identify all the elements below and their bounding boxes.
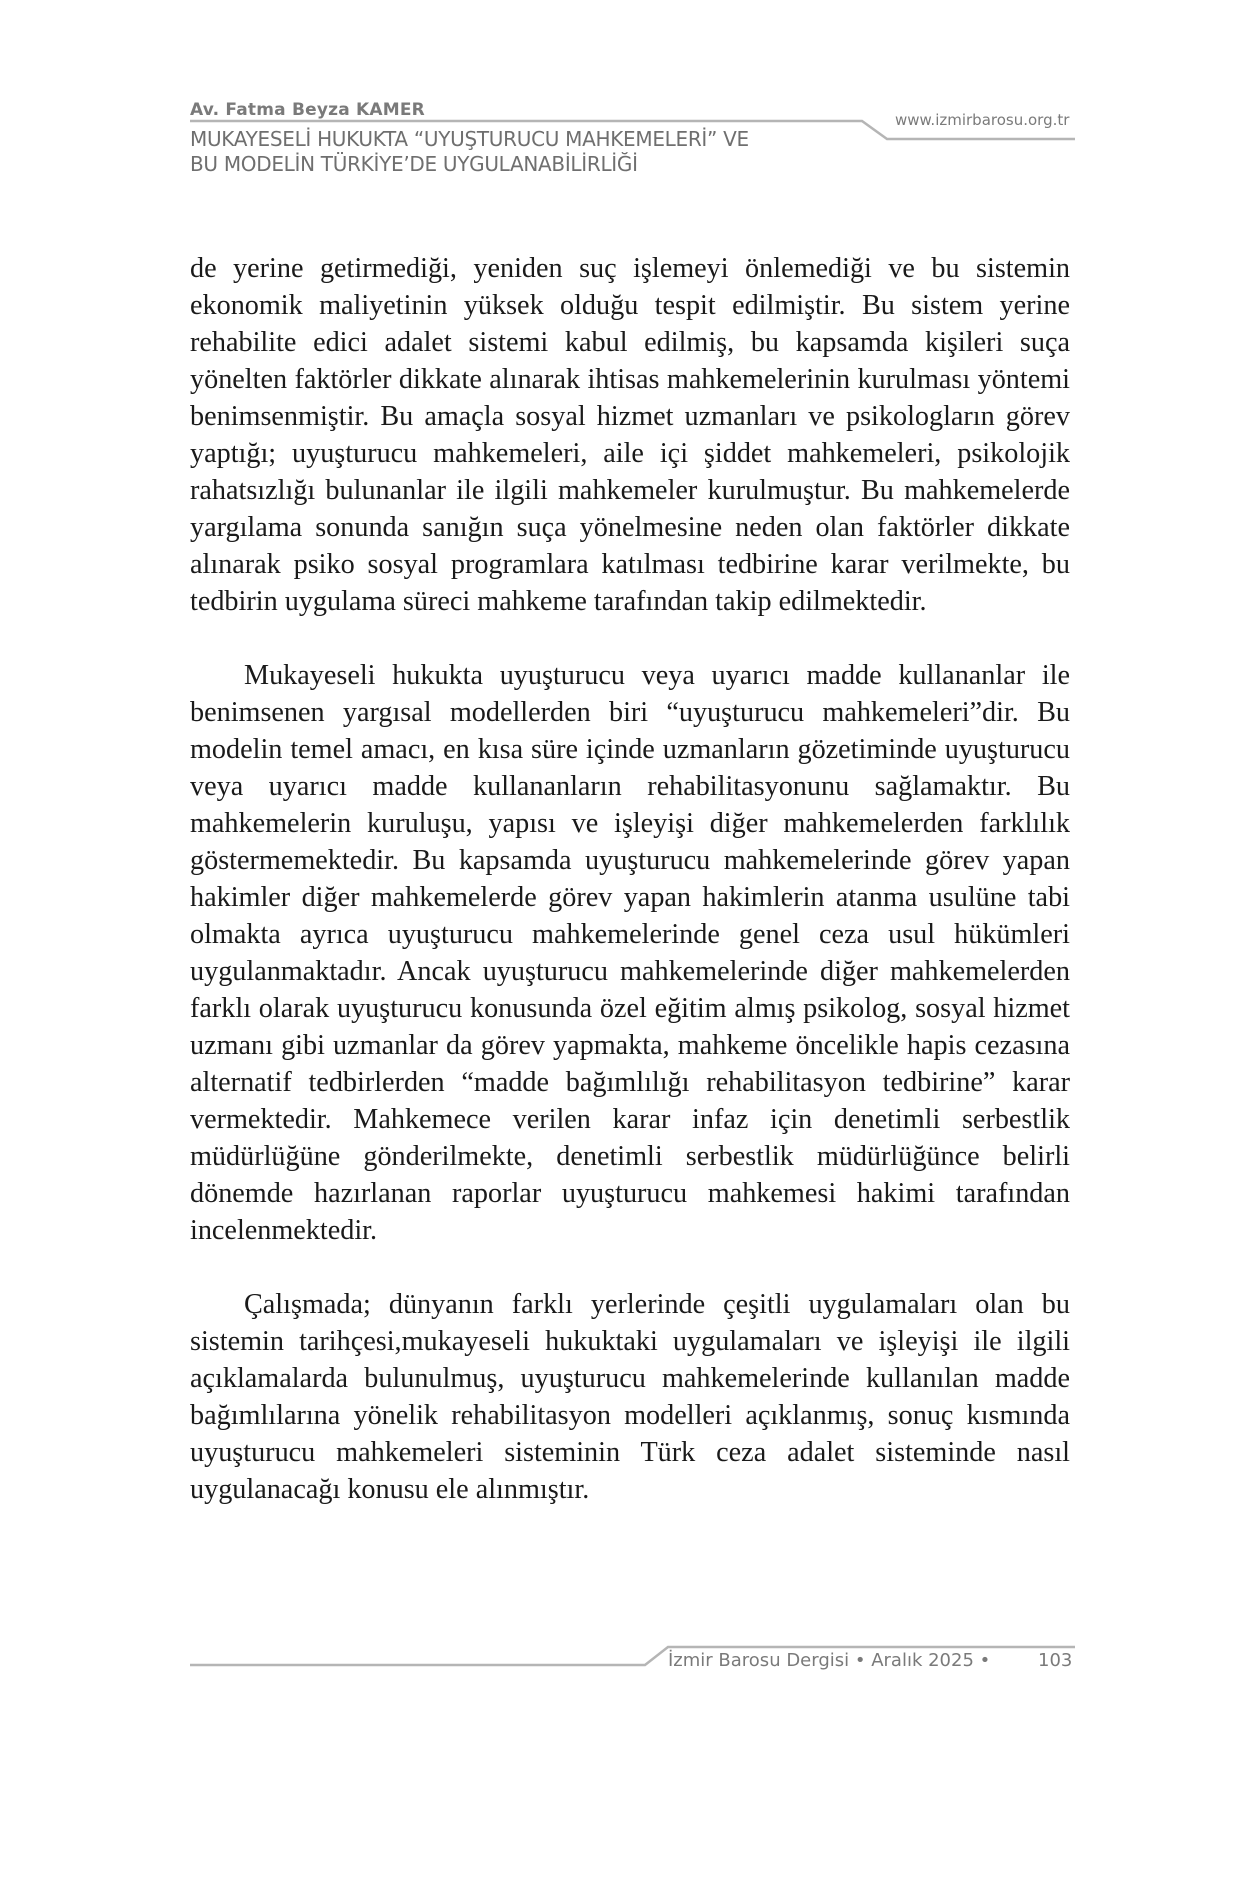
article-title [190,127,749,177]
website-link[interactable]: www.izmirbarosu.org.tr [895,111,1070,129]
paragraph: Mukayeseli hukukta uyuşturucu veya uyarıcı madde kullananlar ile benimsenen yargısal modellerden biri “uyuşturucu mahkemeleri”dir. Bu modelin temel amacı, en kısa süre içinde uzmanların gözetiminde uyuşturucu veya uyarıcı madde kullananların rehabilitasyonunu sağlamaktır. Bu mahkemelerin kuruluşu, yapısı ve işleyişi diğer mahkemelerden farklılık göstermemektedir. Bu kapsamda uyuşturucu mahkemelerinde görev yapan hakimler diğer mahkemelerde görev yapan hakimlerin atanma usulüne tabi olmakta ayrıca uyuşturucu mahkemelerinde genel ceza usul hükümleri uygulanmaktadır. Ancak uyuşturucu mahkemelerinde diğer mahkemelerden farklı olarak uyuşturucu konusunda özel eğitim almış psikolog, sosyal hizmet uzmanı gibi uzmanlar da görev yapmakta, mahkeme öncelikle hapis cezasına alternatif tedbirlerden “madde bağımlılığı rehabilitasyon tedbirine” karar vermektedir. Mahkemece verilen karar infaz için denetimli serbestlik müdürlüğüne gönderilmekte, denetimli serbestlik müdürlüğünce belirli dönemde hazırlanan raporlar uyuşturucu mahkemesi hakimi tarafından incelenmektedir. [190,660,1070,1246]
page-number: 103 [1038,1650,1073,1671]
author-name: Av. Fatma Beyza KAMER [190,100,425,120]
paragraph: de yerine getirmediği, yeniden suç işlemeyi önlemediği ve bu sistemin ekonomik maliyetinin yüksek olduğu tespit edilmiştir. Bu sistem yerine rehabilite edici adalet sistemi kabul edilmiş, bu kapsamda kişileri suça yönelten faktörler dikkate alınarak ihtisas mahkemelerinin kurulması yöntemi benimsenmiştir. Bu amaçla sosyal hizmet uzmanları ve psikologların görev yaptığı; uyuşturucu mahkemeleri, aile içi şiddet mahkemeleri, psikolojik rahatsızlığı bulunanlar ile ilgili mahkemeler kurulmuştur. Bu mahkemelerde yargılama sonunda sanığın suça yönelmesine neden olan faktörler dikkate alınarak psiko sosyal programlara katılması tedbirine karar verilmekte, bu tedbirin uygulama süreci mahkeme tarafından takip edilmektedir. [190,253,1070,617]
journal-name: İzmir Barosu Dergisi • Aralık 2025 • [668,1650,991,1671]
paragraph: Çalışmada; dünyanın farklı yerlerinde çeşitli uygulamaları olan bu sistemin tarihçesi,mukayeseli hukuktaki uygulamaları ve işleyişi ile ilgili açıklamalarda bulunulmuş, uyuşturucu mahkemelerinde kullanılan madde bağımlılarına yönelik rehabilitasyon modelleri açıklanmış, sonuç kısmında uyuşturucu mahkemeleri sisteminin Türk ceza adalet sisteminde nasıl uygulanacağı konusu ele alınmıştır. [190,1289,1070,1505]
body-text [190,250,1070,1508]
article-title-line: MUKAYESELİ HUKUKTA “UYUŞTURUCU MAHKEMELERİ” VE [190,127,749,151]
article-title-line: BU MODELİN TÜRKİYE’DE UYGULANABİLİRLİĞİ [190,152,638,176]
